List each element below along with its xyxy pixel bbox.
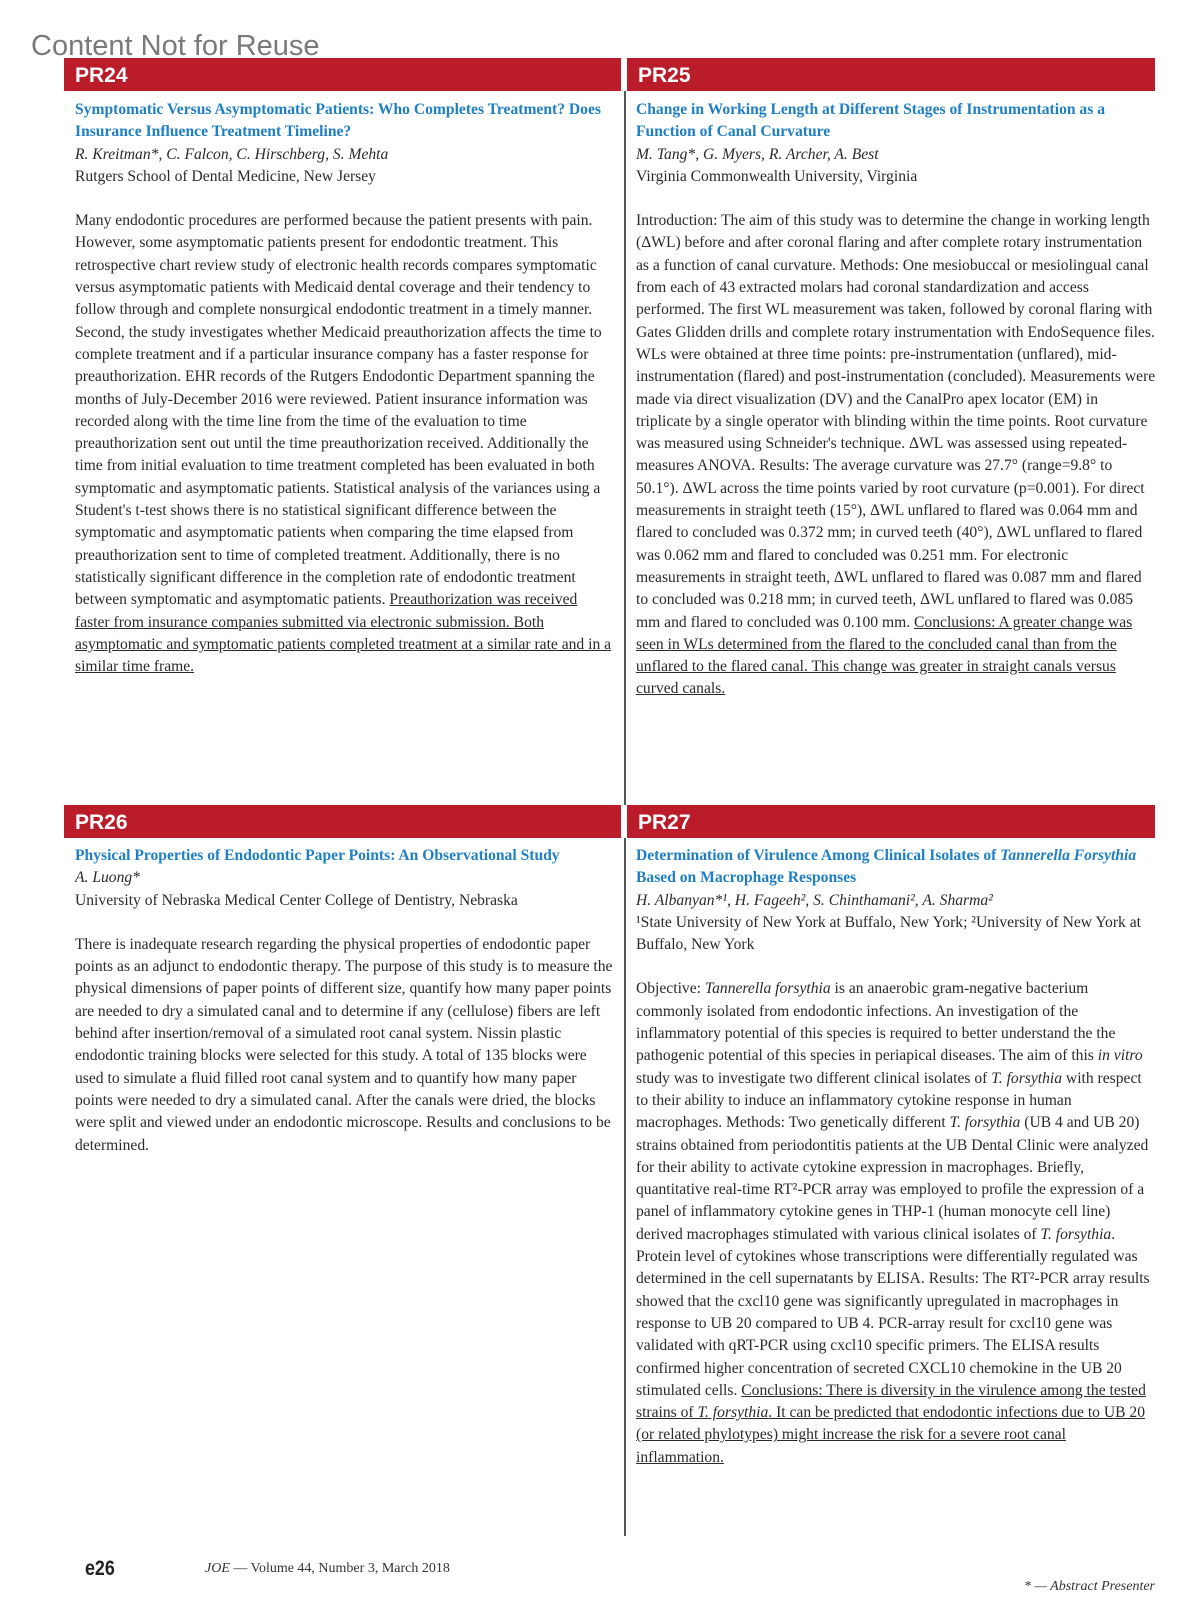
title-text: Determination of Virulence Among Clinical Isolates of — [636, 847, 1001, 864]
body-text: . Protein level of cytokines whose transcriptions were differentially regulated was determined in the cell supernatants by ELISA. Results: The RT²-PCR array results showed that the cxcl10 gene was significantly upregulated in macrophages in response to UB 20 compared to UB 4. PCR-array result for cxcl10 gene was validated with qRT-PCR using cxcl10 specific primers. The ELISA results confirmed higher concentration of secreted CXCL10 chemokine in the UB 20 stimulated cells. — [636, 1225, 1150, 1399]
column-divider — [624, 838, 626, 1536]
title-text: Based on Macrophage Responses — [636, 869, 857, 887]
body-text: Introduction: The aim of this study was to determine the change in working length (ΔWL) before and after coronal flaring and after complete rotary instrumentation as a function of canal curvature. Methods: One mesiobuccal or mesiolingual canal from each of 43 extracted molars had coronal standardization and access performed. The first WL measurement was taken, followed by coronal flaring with Gates Glidden drills and complete rotary instrumentation with EndoSequence files. WLs were obtained at three time points: pre-instrumentation (unflared), mid-instrumentation (flared) and post-instrumentation (concluded). Measurements were made via direct visualization (DV) and the CanalPro apex locator (EM) in triplicate by a single operator with blinding within the time points. Root curvature was measured using Schneider's technique. ΔWL was assessed using repeated-measures ANOVA. Results: The average curvature was 27.7° (range=9.8° to 50.1°). ΔWL across the time points varied by root curvature (p=0.001). For direct measurements in straight teeth (15°), ΔWL unflared to flared was 0.064 mm and flared to concluded was 0.372 mm; in curved teeth (40°), ΔWL unflared to flared was 0.062 mm and flared to concluded was 0.251 mm. For electronic measurements in straight teeth, ΔWL unflared to flared was 0.087 mm and flared to concluded was 0.218 mm; in curved teeth, ΔWL unflared to flared was 0.085 mm and flared to concluded was 0.100 mm. — [636, 212, 1156, 631]
abstract-authors: H. Albanyan*¹, H. Fageeh², S. Chinthamani², A. Sharma² — [636, 891, 993, 909]
abstract-header-pr24: PR24 — [64, 58, 621, 91]
abstract-authors: A. Luong* — [75, 869, 140, 887]
body-text: Many endodontic procedures are performed because the patient presents with pain. However, some asymptomatic patients present for endodontic treatment. This retrospective chart review study of electronic health records compares symptomatic versus asymptomatic patients with Medicaid dental coverage and their tendency to follow through and complete nonsurgical endodontic treatment in a timely manner. Second, the study investigates whether Medicaid preauthorization affects the time to complete treatment and if a particular insurance company has a faster response for preauthorization. EHR records of the Rutgers Endodontic Department spanning the months of July-December 2016 were reviewed. Patient insurance information was recorded along with the time line from the time of the evaluation to time preauthorization sent out until the time preauthorization received. Additionally the time from initial evaluation to time treatment completed has been evaluated in both symptomatic and asymptomatic patients. Statistical analysis of the variances using a Student's t-test shows there is no statistical significant difference between the symptomatic and asymptomatic patients when comparing the time elapsed from preauthorization sent to time of completed treatment. Additionally, there is no statistically significant difference in the completion rate of endodontic treatment between symptomatic and asymptomatic patients. — [75, 212, 602, 609]
presenter-note: * — Abstract Presenter — [1023, 1579, 1155, 1594]
abstract-header-pr25: PR25 — [627, 58, 1155, 91]
column-divider — [624, 91, 626, 805]
abstract-pr25 — [636, 99, 1156, 701]
abstract-affiliation: Virginia Commonwealth University, Virginia — [636, 167, 918, 185]
body-species: T. forsythia — [991, 1069, 1063, 1087]
body-italic: in vitro — [1097, 1047, 1143, 1065]
conclusion-text: Preauthorization was received faster from insurance companies submitted via electronic submission. Both asymptomatic and symptomatic patients completed treatment at a similar rate and in a similar time frame. — [75, 591, 612, 676]
abstract-body: There is inadequate research regarding the physical properties of endodontic paper points as an adjunct to endodontic therapy. The purpose of this study is to measure the physical dimensions of paper points of different size, quantify how many paper points are needed to dry a simulated canal and to determine if any (cellulose) fibers are left behind after insertion/removal of a simulated root canal system. Nissin plastic endodontic training blocks were selected for this study. A total of 135 blocks were used to simulate a fluid filled root canal system and to quantify how many paper points were needed to dry a simulated canal. After the canals were dried, the blocks were split and viewed under an endodontic microscope. Results and conclusions to be determined. — [75, 935, 613, 1154]
body-species: T. forsythia — [949, 1114, 1021, 1132]
conclusion-species: T. forsythia — [697, 1404, 769, 1422]
title-species: Tannerella Forsythia — [1000, 847, 1137, 864]
abstract-pr26 — [75, 845, 615, 1157]
abstract-title: Symptomatic Versus Asymptomatic Patients: Who Completes Treatment? Does Insurance Influence Treatment Timeline? — [75, 101, 601, 141]
journal-issue: — Volume 44, Number 3, March 2018 — [229, 1561, 450, 1576]
conclusion-text: Conclusions: A greater change was seen in WLs determined from the flared to the concluded canal than from the unflared to the flared canal. This change was greater in straight canals versus curved canals. — [636, 613, 1133, 698]
body-text: with respect to their ability to induce an inflammatory cytokine response in human macrophages. Methods: Two genetically different — [636, 1069, 1142, 1132]
body-species: T. forsythia — [1040, 1225, 1112, 1243]
body-species: Tannerella forsythia — [704, 980, 831, 998]
journal-name: JOE — [205, 1561, 230, 1576]
abstract-header-pr26: PR26 — [64, 805, 621, 838]
abstract-header-pr27: PR27 — [627, 805, 1155, 838]
abstract-title: Physical Properties of Endodontic Paper Points: An Observational Study — [75, 847, 560, 864]
body-text: is an anaerobic gram-negative bacterium commonly isolated from endodontic infections. An investigation of the inflammatory potential of this species is required to better understand the the pathogenic potential of this species in periapical diseases. The aim of this — [636, 980, 1116, 1065]
abstract-authors: M. Tang*, G. Myers, R. Archer, A. Best — [636, 145, 879, 163]
journal-citation — [205, 1561, 450, 1577]
abstract-body — [636, 210, 1156, 701]
page-number: e26 — [85, 1557, 115, 1580]
abstract-title — [636, 845, 1156, 890]
abstract-body — [75, 210, 615, 678]
conclusion-text: . It can be predicted that endodontic infections due to UB 20 (or related phylotypes) might increase the risk for a severe root canal inflammation. — [636, 1404, 1146, 1466]
abstract-affiliation: University of Nebraska Medical Center College of Dentistry, Nebraska — [75, 891, 518, 909]
body-text: (UB 4 and UB 20) strains obtained from periodontitis patients at the UB Dental Clinic were analyzed for their ability to activate cytokine expression in macrophages. Briefly, quantitative real-time RT²-PCR array was employed to profile the expression of a panel of inflammatory cytokine genes in THP-1 (human monocyte cell line) derived macrophages stimulated with various clinical isolates of — [636, 1114, 1149, 1243]
abstract-affiliation: Rutgers School of Dental Medicine, New Jersey — [75, 167, 376, 185]
abstract-title: Change in Working Length at Different Stages of Instrumentation as a Function of Canal Curvature — [636, 101, 1105, 141]
watermark: Content Not for Reuse — [31, 30, 320, 62]
abstract-pr24 — [75, 99, 615, 678]
abstract-body — [636, 978, 1156, 1469]
conclusion-text: Conclusions: There is diversity in the virulence among the tested strains of — [636, 1381, 1146, 1422]
body-text: Objective: — [636, 980, 705, 998]
abstract-authors: R. Kreitman*, C. Falcon, C. Hirschberg, S. Mehta — [75, 145, 389, 163]
abstract-pr27 — [636, 845, 1156, 1469]
abstract-affiliation: ¹State University of New York at Buffalo, New York; ²University of New York at Buffalo, New York — [636, 913, 1141, 954]
body-text: study was to investigate two different clinical isolates of — [636, 1069, 992, 1087]
